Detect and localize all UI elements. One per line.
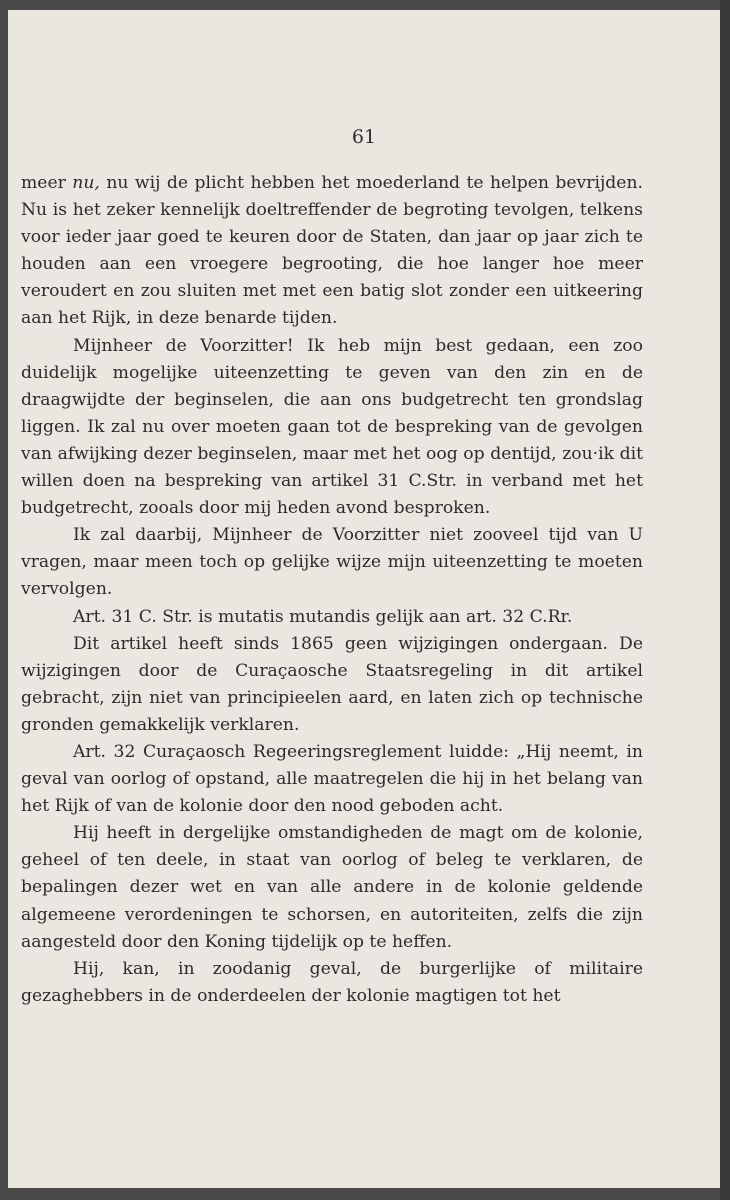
paragraph-3: Ik zal daarbij, Mijnheer de Voorzitter niet zooveel tijd van U vragen, maar meen toch op gelijke wijze mijn uiteenzetting te moeten vervolgen. [21, 525, 643, 600]
paragraph-8: Hij, kan, in zoodanig geval, de burgerlijke of militaire gezaghebbers in de onderdeelen der kolonie magtigen tot het [21, 958, 643, 1006]
paragraph-1-rest: nu wij de plicht hebben het moederland te helpen bevrijden. Nu is het zeker kennelijk doeltreffender de begroting tevolgen, telkens voor ieder jaar goed te keuren door de Staten, dan jaar op jaar zich te houden aan een vroegere begrooting, die hoe langer hoe meer veroudert en zou sluiten met met een batig slot zonder een uitkeering aan het Rijk, in deze benarde tijden. [21, 173, 643, 329]
paragraph-1-first-word: meer [21, 173, 66, 193]
document-page [8, 10, 720, 1188]
paragraph-6: Art. 32 Curaçaosch Regeeringsreglement luidde: „Hij neemt, in geval van oorlog of opstand, alle maatregelen die hij in het belang van het Rijk of van de kolonie door den nood geboden acht. [21, 741, 643, 817]
scan-edge [720, 0, 730, 1200]
paragraph-4: Art. 31 C. Str. is mutatis mutandis gelijk aan art. 32 C.Rr. [73, 606, 573, 627]
paragraph-5: Dit artikel heeft sinds 1865 geen wijzigingen ondergaan. De wijzigingen door de Curaçaosche Staatsregeling in dit artikel gebracht, zijn niet van principieelen aard, en laten zich op technische gronden gemakkelijk verklaren. [21, 633, 643, 735]
body-text [21, 170, 643, 1010]
paragraph-1 [21, 170, 643, 333]
page-number: 61 [351, 126, 377, 148]
paragraph-2: Mijnheer de Voorzitter! Ik heb mijn best gedaan, een zoo duidelijk mogelijke uiteenzetting te geven van den zin en de draagwijdte der beginselen, die aan ons budgetrecht ten grondslag liggen. Ik zal nu over moeten gaan tot de bespreking van de gevolgen van afwijking dezer beginselen, maar met het oog op dentijd, zou·ik dit willen doen na bespreking van artikel 31 C.Str. in verband met het budgetrecht, zooals door mij heden avond besproken. [21, 335, 643, 519]
italic-word: nu, [72, 173, 100, 193]
paragraph-7: Hij heeft in dergelijke omstandigheden de magt om de kolonie, geheel of ten deele, in staat van oorlog of beleg te verklaren, de bepalingen dezer wet en van alle andere in de kolonie geldende algemeene verordeningen te schorsen, en autoriteiten, zelfs die zijn aangesteld door den Koning tijdelijk op te heffen. [21, 823, 643, 952]
